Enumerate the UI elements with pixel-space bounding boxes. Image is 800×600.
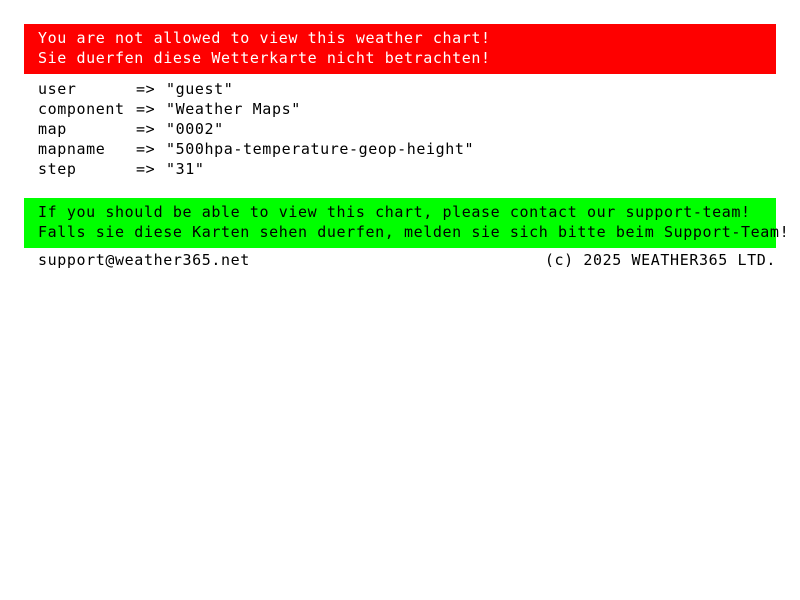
detail-value: "31"	[166, 160, 205, 178]
detail-row-user	[38, 79, 474, 99]
detail-arrow: =>	[136, 80, 156, 98]
error-banner-line-en: You are not allowed to view this weather chart!	[38, 29, 491, 47]
detail-key: map	[38, 120, 67, 138]
detail-arrow: =>	[136, 120, 156, 138]
request-details-list	[38, 79, 474, 179]
detail-key: user	[38, 80, 77, 98]
support-banner-line-en: If you should be able to view this chart, please contact our support-team!	[38, 203, 751, 221]
support-email[interactable]: support@weather365.net	[38, 251, 250, 269]
detail-arrow: =>	[136, 160, 156, 178]
detail-row-map	[38, 119, 474, 139]
detail-value: "0002"	[166, 120, 224, 138]
detail-key: step	[38, 160, 77, 178]
detail-row-mapname	[38, 139, 474, 159]
support-banner	[24, 198, 790, 248]
detail-arrow: =>	[136, 140, 156, 158]
footer	[38, 250, 776, 270]
error-banner	[24, 24, 776, 74]
copyright-notice: (c) 2025 WEATHER365 LTD.	[544, 251, 776, 269]
detail-value: "500hpa-temperature-geop-height"	[166, 140, 475, 158]
detail-value: "guest"	[166, 80, 234, 98]
detail-key: component	[38, 100, 125, 118]
detail-arrow: =>	[136, 100, 156, 118]
support-banner-line-de: Falls sie diese Karten sehen duerfen, melden sie sich bitte beim Support-Team!	[38, 223, 790, 241]
error-banner-line-de: Sie duerfen diese Wetterkarte nicht betrachten!	[38, 49, 491, 67]
detail-row-component	[38, 99, 474, 119]
detail-row-step	[38, 159, 474, 179]
detail-key: mapname	[38, 140, 106, 158]
detail-value: "Weather Maps"	[166, 100, 301, 118]
